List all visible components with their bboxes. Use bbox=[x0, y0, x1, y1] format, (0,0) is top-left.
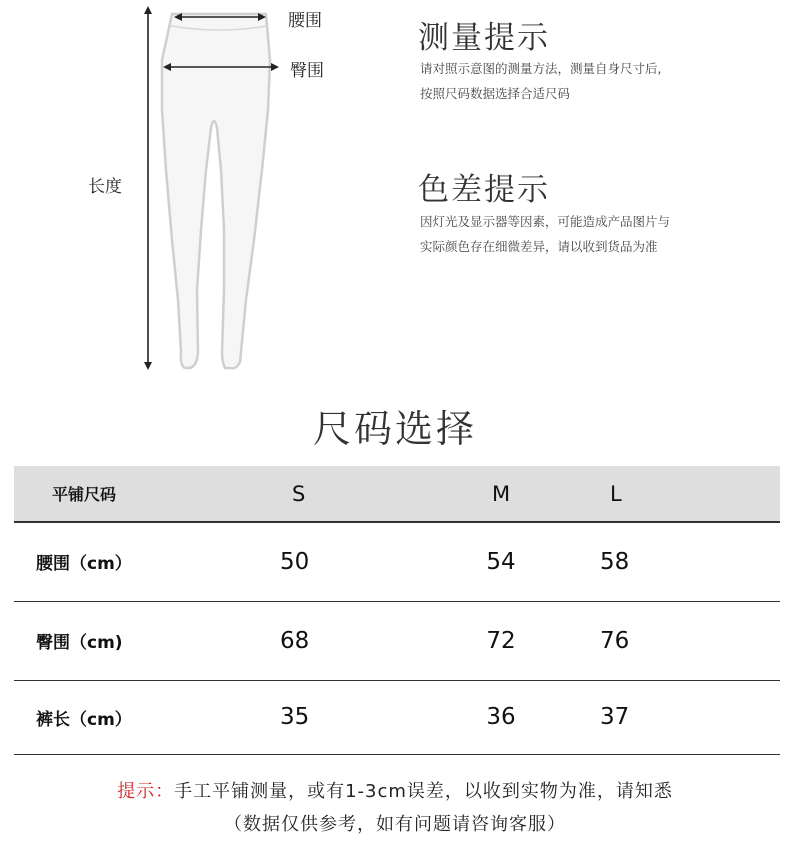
measure-tip-title: 测量提示 bbox=[418, 20, 550, 56]
color-tip-line1: 因灯光及显示器等因素，可能造成产品图片与 bbox=[420, 214, 671, 229]
cell-length-s: 35 bbox=[230, 680, 420, 754]
cell-waist-s: 50 bbox=[230, 522, 420, 601]
color-tip-title: 色差提示 bbox=[418, 172, 550, 208]
cell-hip-s: 68 bbox=[230, 601, 420, 680]
cell-hip-l: 76 bbox=[582, 601, 780, 680]
note-line1 bbox=[0, 777, 790, 803]
header-label: 平铺尺码 bbox=[14, 466, 230, 522]
note-line2: （数据仅供参考，如有问题请咨询客服） bbox=[224, 814, 566, 835]
table-row bbox=[14, 601, 780, 680]
cell-length-m: 36 bbox=[420, 680, 582, 754]
size-table bbox=[14, 466, 780, 755]
measure-tip-line1: 请对照示意图的测量方法，测量自身尺寸后, bbox=[420, 61, 662, 76]
cell-hip-m: 72 bbox=[420, 601, 582, 680]
row-label-hip: 臀围（cm) bbox=[14, 601, 230, 680]
header-size-s: S bbox=[230, 466, 420, 522]
cell-waist-l: 58 bbox=[582, 522, 780, 601]
row-label-waist: 腰围（cm） bbox=[14, 522, 230, 601]
length-label: 长度 bbox=[88, 177, 122, 197]
hip-label: 臀围 bbox=[290, 61, 324, 81]
table-header-row bbox=[14, 466, 780, 522]
note-prefix: 提示： bbox=[117, 781, 175, 802]
length-arrow bbox=[144, 6, 152, 370]
cell-length-l: 37 bbox=[582, 680, 780, 754]
size-section-title: 尺码选择 bbox=[312, 407, 477, 451]
measure-tip-line2: 按照尺码数据选择合适尺码 bbox=[420, 86, 571, 101]
header-size-m: M bbox=[420, 466, 582, 522]
table-row bbox=[14, 680, 780, 754]
color-tip-line2: 实际颜色存在细微差异，请以收到货品为准 bbox=[420, 239, 658, 254]
waist-label: 腰围 bbox=[288, 11, 322, 31]
header-size-l: L bbox=[582, 466, 780, 522]
cell-waist-m: 54 bbox=[420, 522, 582, 601]
table-row bbox=[14, 522, 780, 601]
measurement-figure bbox=[0, 0, 790, 380]
note-text: 手工平铺测量，或有1-3cm误差，以收到实物为准，请知悉 bbox=[174, 781, 673, 802]
row-label-length: 裤长（cm） bbox=[14, 680, 230, 754]
